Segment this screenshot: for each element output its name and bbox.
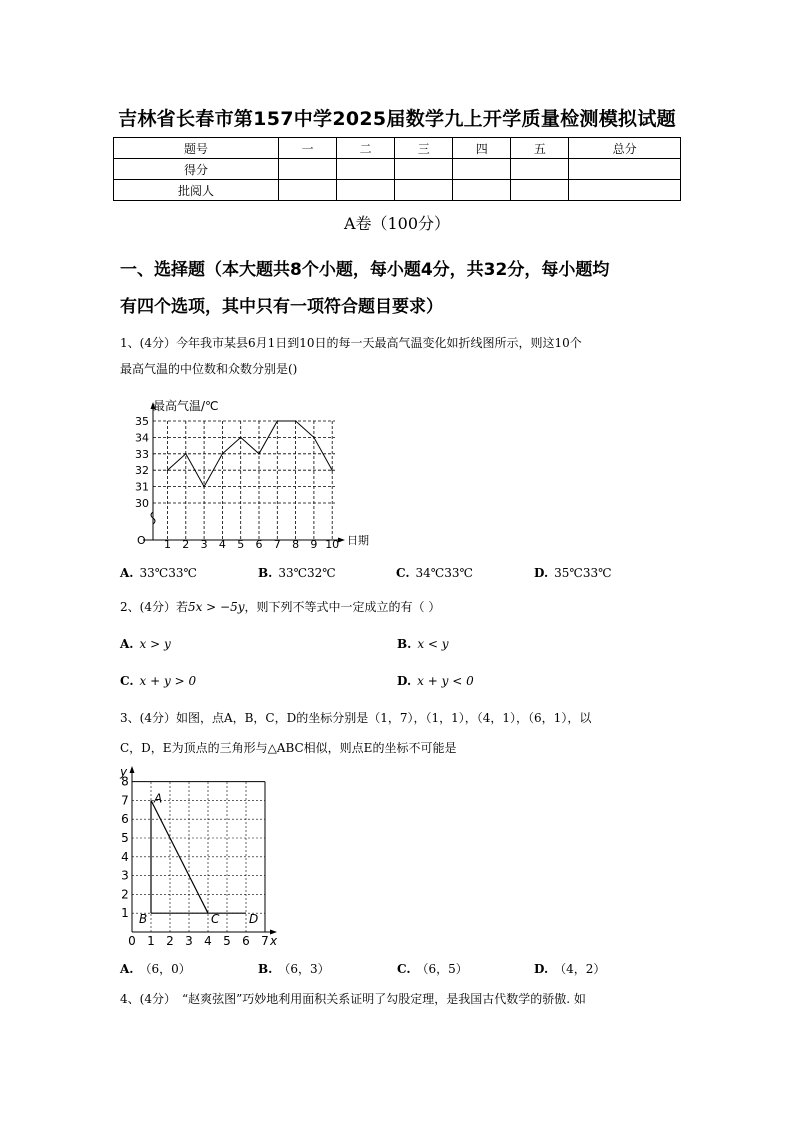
q3-stem-line2: C，D，E为顶点的三角形与△ABC相似，则点E的坐标不可能是 [120, 741, 457, 755]
score-cell: 总分 [569, 138, 681, 159]
section-a-heading: A卷（100分） [343, 214, 451, 233]
data-point [331, 469, 333, 471]
q3-option-a[interactable]: A. （6，0） [120, 962, 191, 976]
x-tick-label: 6 [242, 934, 250, 948]
y-tick-label: 3 [121, 868, 129, 883]
y-tick-label: 6 [121, 812, 129, 827]
point-label-a: A [154, 791, 163, 806]
score-table-row [114, 180, 681, 201]
score-cell: 三 [395, 138, 453, 159]
q1-option-a[interactable]: A. 33℃33℃ [120, 566, 197, 580]
data-point [203, 486, 205, 488]
chart-grid [153, 421, 335, 540]
score-input-cell[interactable] [337, 180, 395, 201]
q3-option-c[interactable]: C. （6，5） [397, 962, 468, 976]
q2-option-d[interactable]: D. x + y < 0 [397, 674, 474, 688]
data-point [167, 469, 169, 471]
part1-heading-line2: 有四个选项，其中只有一项符合题目要求） [120, 297, 443, 317]
y-tick-label: 32 [135, 464, 149, 478]
y-tick-label: 34 [135, 431, 149, 445]
score-input-cell[interactable] [337, 159, 395, 180]
score-cell: 四 [453, 138, 511, 159]
q2-stem [120, 600, 690, 614]
x-axis-label: 日期 [347, 534, 369, 547]
x-tick-label: 1 [164, 538, 171, 551]
q3-coordinate-grid [115, 764, 285, 952]
q3-stem-line1: 3、(4分）如图，点A，B，C，D的坐标分别是（1，7），（1，1），（4，1），（6，1），以 [120, 711, 592, 725]
q1-stem-line1: 1、(4分）今年我市某县6月1日到10日的每一天最高气温变化如折线图所示，则这10个 [120, 336, 582, 350]
x-tick-label: 0 [128, 934, 136, 948]
score-cell: 五 [511, 138, 569, 159]
score-cell: 二 [337, 138, 395, 159]
origin-label: O [137, 534, 146, 547]
y-tick-label: 1 [121, 906, 129, 921]
chart-grid [132, 782, 265, 932]
score-input-cell[interactable] [453, 180, 511, 201]
x-tick-label: 7 [261, 934, 269, 948]
y-axis-label: y [120, 765, 128, 779]
x-tick-label: 4 [218, 538, 226, 551]
score-cell: 一 [279, 138, 337, 159]
data-point [258, 453, 260, 455]
score-input-cell[interactable] [279, 180, 337, 201]
y-axis-label: 最高气温/℃ [153, 399, 219, 413]
x-tick-label: 3 [185, 934, 193, 948]
score-input-cell[interactable] [279, 159, 337, 180]
data-point [295, 420, 297, 422]
x-tick-label: 5 [223, 934, 231, 948]
point-label-b: B [139, 912, 148, 927]
score-table-header-row [114, 138, 681, 159]
q4-stem-line1: 4、(4分） “赵爽弦图”巧妙地利用面积关系证明了勾股定理，是我国古代数学的骄傲. 如 [120, 992, 586, 1006]
point-label-d: D [249, 912, 259, 927]
q1-option-c[interactable]: C. 34℃33℃ [396, 566, 473, 580]
q1-option-b[interactable]: B. 33℃32℃ [258, 566, 336, 580]
x-tick-label: 3 [200, 538, 208, 551]
exam-title: 吉林省长春市第157中学2025届数学九上开学质量检测模拟试题 [118, 108, 676, 130]
y-tick-label: 7 [121, 793, 129, 808]
x-tick-label: 4 [204, 934, 212, 948]
chart-axes [130, 766, 278, 935]
y-tick-label: 5 [121, 831, 129, 845]
y-tick-label: 30 [135, 497, 149, 510]
q2-option-a[interactable]: A. x > y [120, 637, 171, 651]
score-input-cell[interactable] [453, 159, 511, 180]
q1-stem-line2: 最高气温的中位数和众数分别是() [120, 362, 298, 376]
data-point [277, 420, 279, 422]
x-axis-label: x [270, 934, 278, 948]
x-tick-label: 7 [273, 538, 281, 551]
score-input-cell[interactable] [511, 159, 569, 180]
point-label-c: C [211, 912, 220, 927]
data-point [222, 453, 224, 455]
x-tick-label: 5 [237, 538, 245, 551]
q2-prefix: 2、(4分）若 [120, 600, 188, 614]
y-tick-label: 33 [135, 447, 149, 461]
x-tick-label: 2 [182, 538, 190, 551]
score-input-cell[interactable] [395, 159, 453, 180]
x-tick-label: 1 [147, 934, 155, 948]
q3-option-b[interactable]: B. （6，3） [258, 962, 330, 976]
segment-ac [151, 800, 208, 913]
chart-axes [143, 402, 345, 543]
score-input-cell[interactable] [569, 180, 681, 201]
score-row-label: 得分 [114, 159, 279, 180]
data-point [313, 437, 315, 439]
y-tick-label: 35 [135, 415, 149, 428]
data-point [240, 437, 242, 439]
q2-suffix: ，则下列不等式中一定成立的有（ ） [244, 600, 441, 614]
score-table [113, 137, 681, 201]
score-input-cell[interactable] [569, 159, 681, 180]
x-tick-label: 6 [255, 538, 263, 551]
y-tick-label: 2 [121, 887, 129, 902]
q2-option-b[interactable]: B. x < y [397, 637, 449, 651]
x-tick-label: 2 [166, 934, 174, 948]
x-tick-label: 8 [292, 538, 300, 551]
score-row-label: 批阅人 [114, 180, 279, 201]
q2-option-c[interactable]: C. x + y > 0 [120, 674, 197, 688]
y-tick-label: 31 [135, 480, 149, 494]
part1-heading-line1: 一、选择题（本大题共8个小题，每小题4分，共32分，每小题均 [120, 260, 610, 280]
score-input-cell[interactable] [395, 180, 453, 201]
q2-condition: 5x > −5y [187, 600, 245, 614]
data-point [185, 453, 187, 455]
y-tick-label: 4 [121, 849, 129, 864]
score-input-cell[interactable] [511, 180, 569, 201]
x-tick-label: 9 [310, 538, 318, 551]
x-tick-label: 10 [325, 538, 340, 551]
q3-option-d[interactable]: D. （4，2） [534, 962, 606, 976]
q1-temperature-chart [125, 398, 375, 553]
score-table-row [114, 159, 681, 180]
y-tick-label: 8 [121, 774, 129, 789]
score-cell: 题号 [114, 138, 279, 159]
q1-option-d[interactable]: D. 35℃33℃ [534, 566, 612, 580]
